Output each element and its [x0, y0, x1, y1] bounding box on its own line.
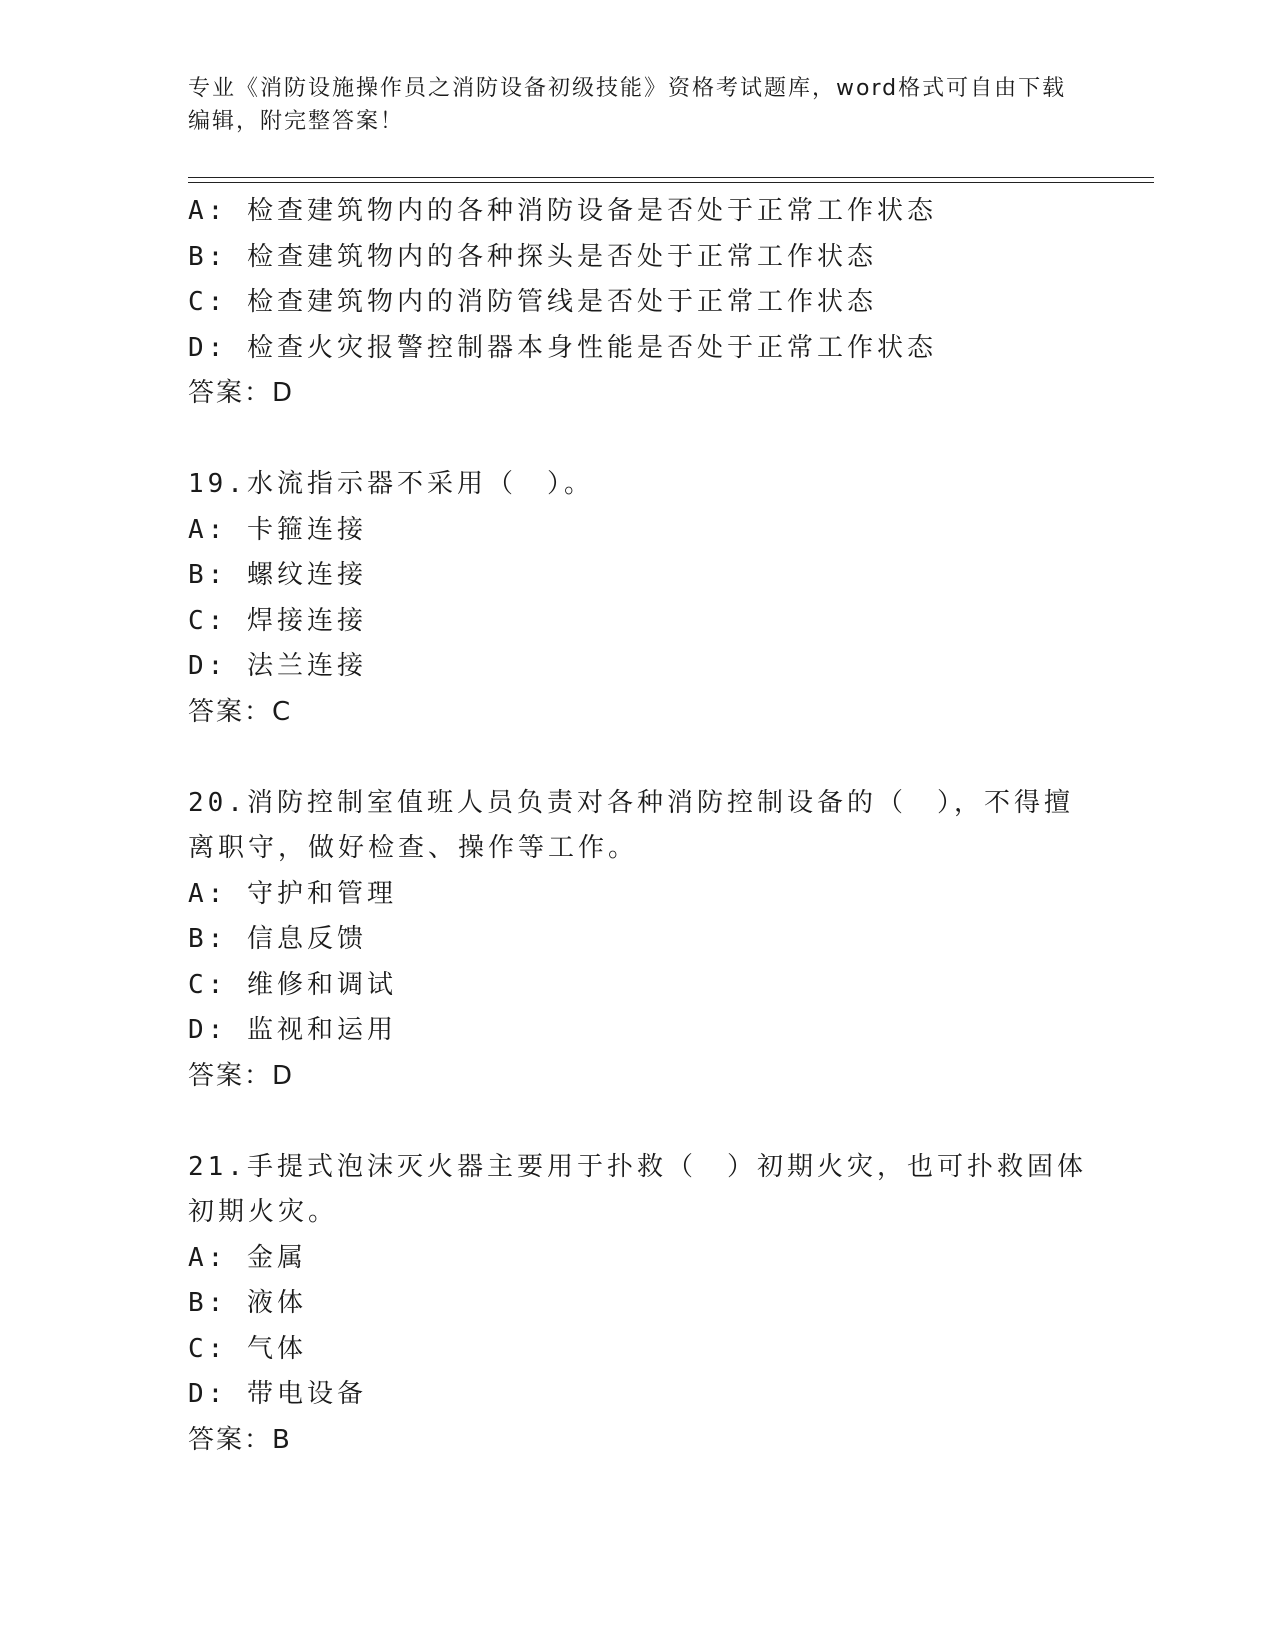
option-c: C: 检查建筑物内的消防管线是否处于正常工作状态	[188, 287, 877, 317]
option-b: B: 检查建筑物内的各种探头是否处于正常工作状态	[188, 241, 877, 272]
question-content	[188, 189, 1088, 1463]
answer-line: 答案：D	[188, 378, 295, 408]
question-21-option-d: D: 带电设备	[188, 1379, 367, 1409]
question-21-answer: 答案：B	[188, 1424, 292, 1455]
question-19-option-c: C: 焊接连接	[188, 605, 367, 636]
question-21-option-a: A: 金属	[188, 1242, 307, 1273]
document-header: 专业《消防设施操作员之消防设备初级技能》资格考试题库，word格式可自由下载编辑，附完整答案！	[188, 76, 1067, 134]
question-20-option-a: A: 守护和管理	[188, 878, 397, 909]
question-20-option-c: C: 维修和调试	[188, 969, 397, 1000]
question-19-option-a: A: 卡箍连接	[188, 514, 367, 545]
header-divider-top	[188, 177, 1154, 178]
question-20-option-b: B: 信息反馈	[188, 924, 367, 954]
question-21-stem: 21.手提式泡沫灭火器主要用于扑救（ ）初期火灾，也可扑救固体初期火灾。	[188, 1151, 1087, 1227]
option-a: A: 检查建筑物内的各种消防设备是否处于正常工作状态	[188, 196, 937, 226]
question-19-option-d: D: 法兰连接	[188, 651, 367, 681]
spacer	[188, 1099, 1088, 1145]
question-21-option-c: C: 气体	[188, 1333, 307, 1364]
spacer	[188, 417, 1088, 463]
spacer	[188, 735, 1088, 781]
question-21-option-b: B: 液体	[188, 1288, 307, 1318]
question-19-stem: 19.水流指示器不采用（ ）。	[188, 469, 594, 499]
question-20-answer: 答案：D	[188, 1060, 295, 1091]
question-20-stem: 20.消防控制室值班人员负责对各种消防控制设备的（ ），不得擅离职守，做好检查、操作等工作。	[188, 787, 1074, 863]
question-19-option-b: B: 螺纹连接	[188, 560, 367, 590]
header-divider-bottom	[188, 182, 1154, 183]
option-d: D: 检查火灾报警控制器本身性能是否处于正常工作状态	[188, 332, 937, 363]
question-20-option-d: D: 监视和运用	[188, 1015, 397, 1045]
question-19-answer: 答案：C	[188, 696, 293, 727]
